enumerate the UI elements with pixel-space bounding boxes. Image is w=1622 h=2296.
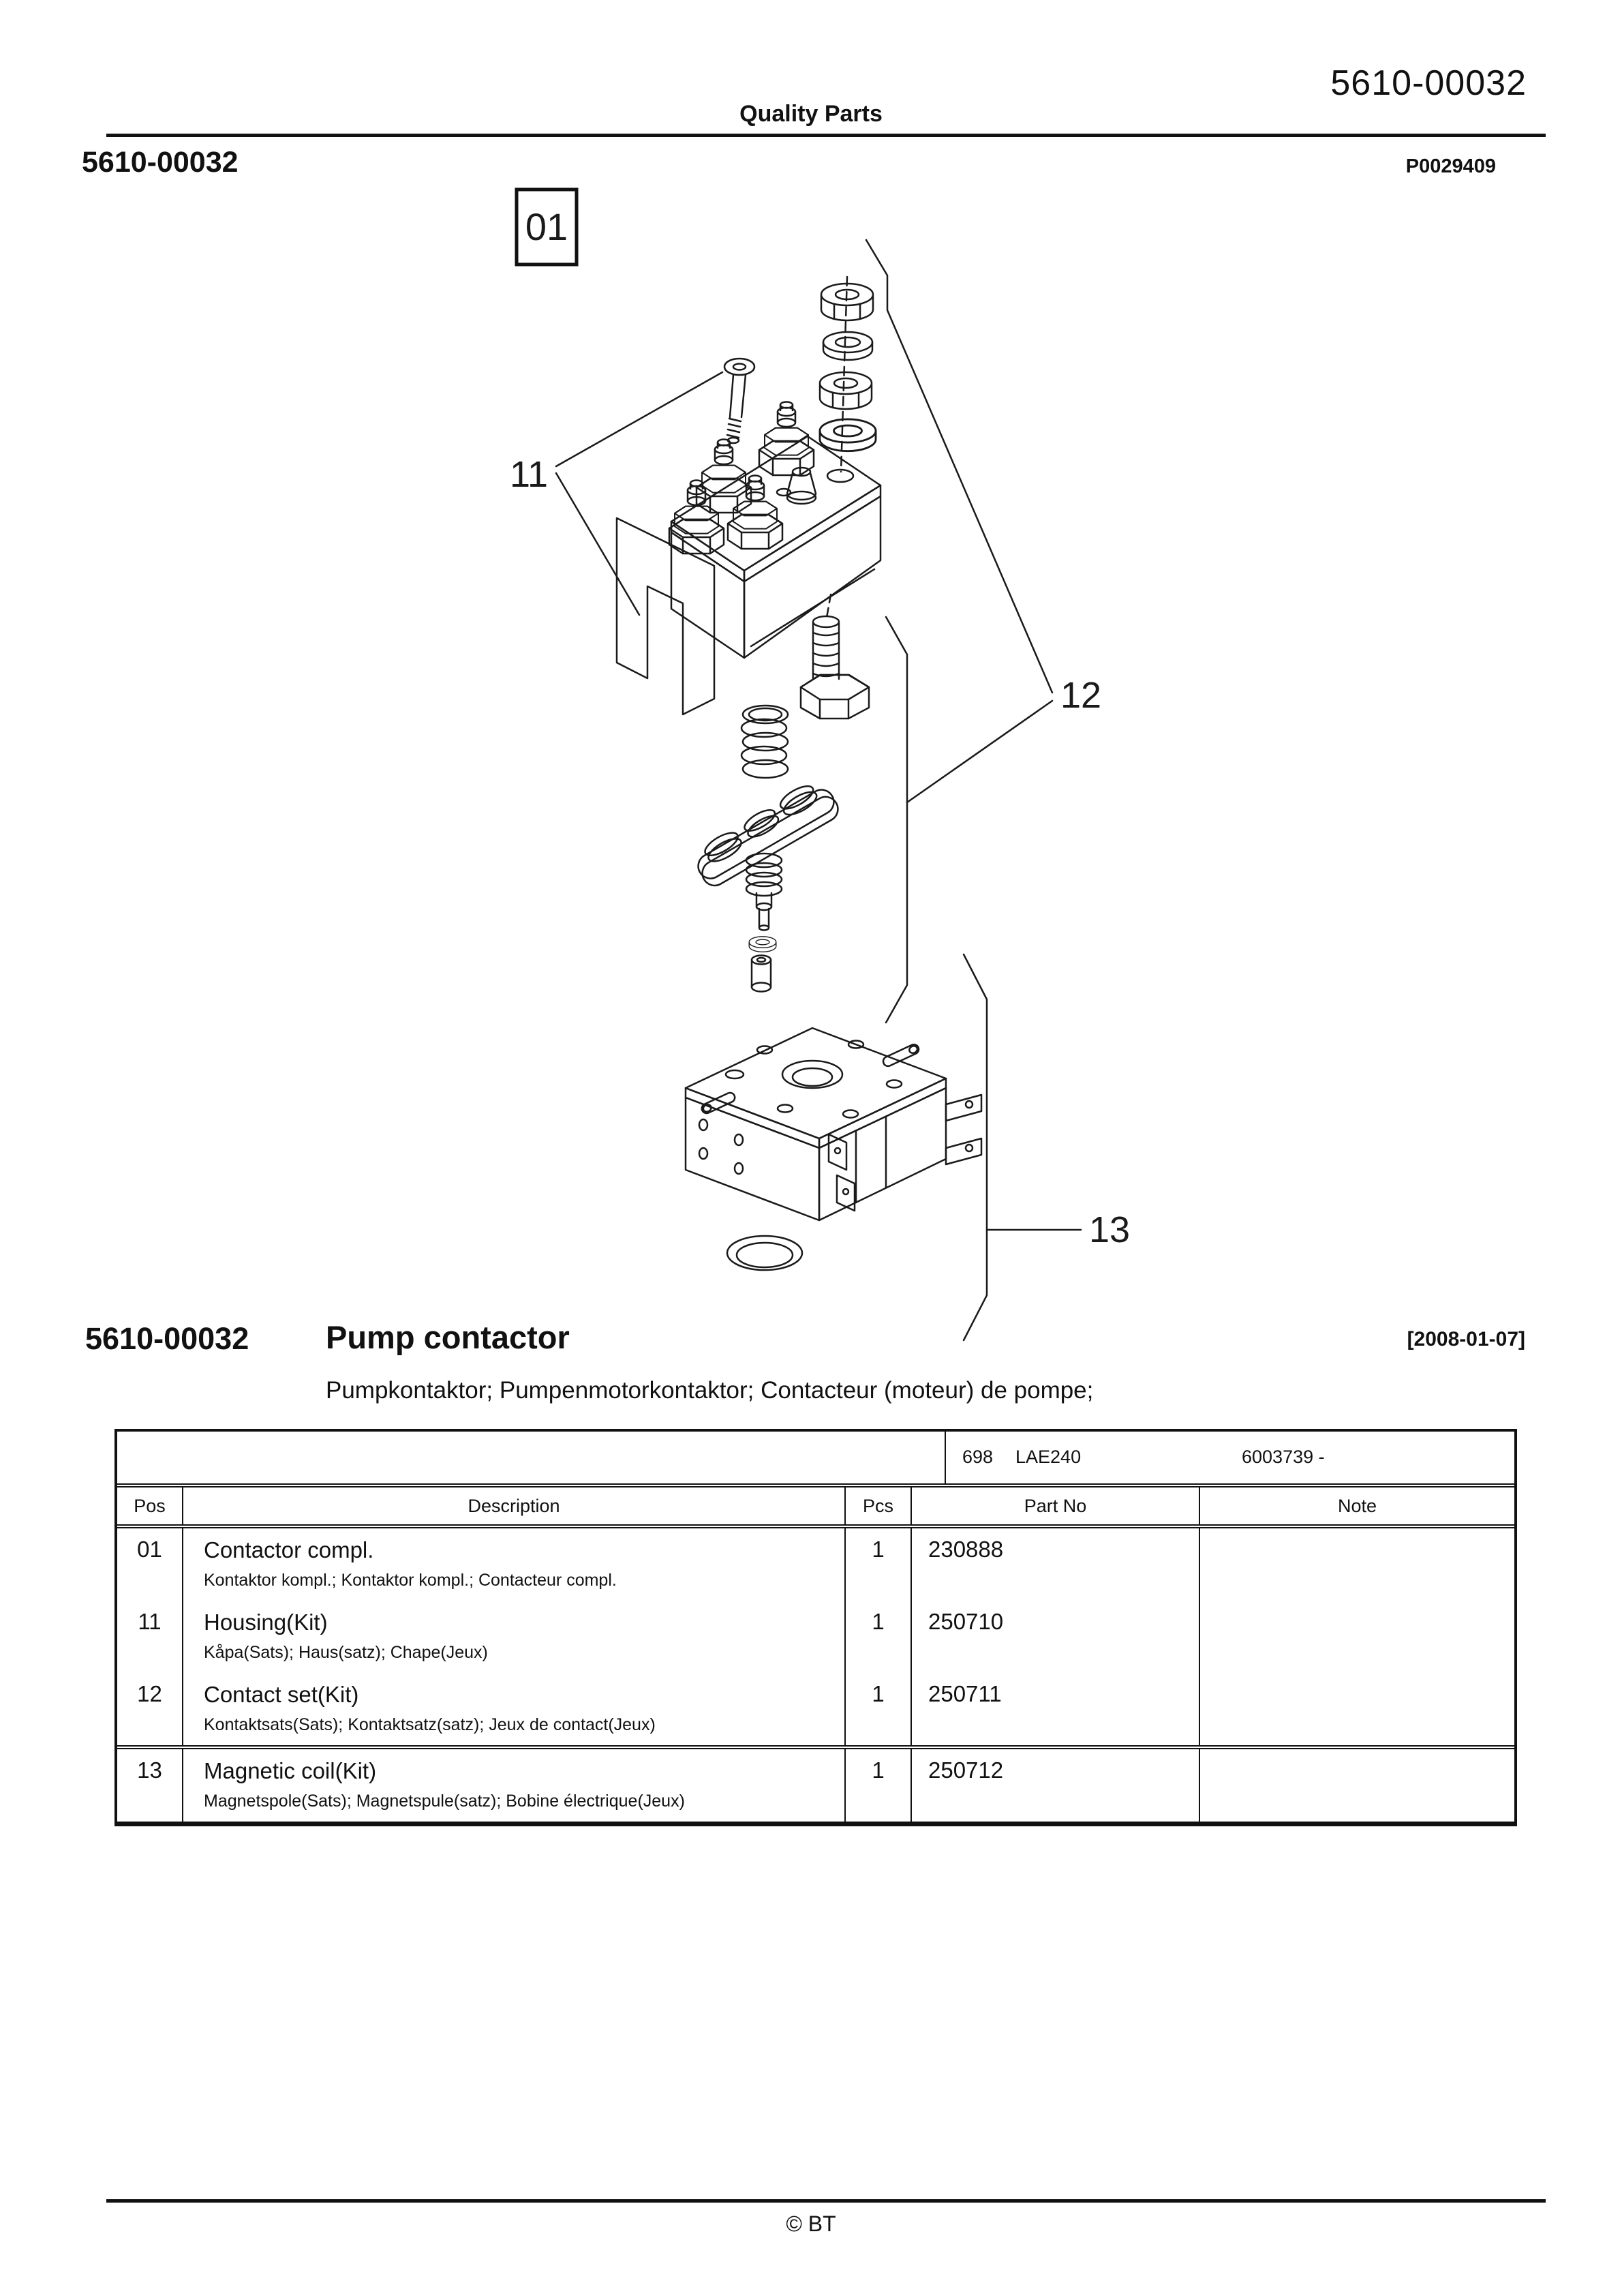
header-rule [106,134,1546,137]
page-title: Pump contactor [326,1319,570,1355]
table-row [117,1673,1514,1745]
slot-pin [882,1043,921,1068]
table-row [117,1528,1514,1601]
header-title: Quality Parts [739,101,883,127]
table-row [117,1745,1514,1822]
col-header-part-no: Part No [912,1487,1200,1524]
bolt [801,616,869,719]
title-doc-number: 5610-00032 [85,1321,249,1356]
serial-range: 6003739 - [1242,1447,1325,1467]
description-main: Housing(Kit) [204,1610,328,1635]
description-translations: Kontaktor kompl.; Kontaktor kompl.; Contacteur compl. [204,1571,617,1590]
description-translations: Kontaktsats(Sats); Kontaktsatz(satz); Jeux de contact(Jeux) [204,1715,656,1734]
row-pcs: 1 [846,1673,912,1745]
row-note [1200,1528,1514,1601]
row-pos: 01 [117,1528,183,1601]
col-header-pcs: Pcs [846,1487,912,1524]
subheader-print-code: P0029409 [1405,155,1496,177]
description-main: Contact set(Kit) [204,1682,359,1707]
title-date: [2008-01-07] [1407,1328,1525,1350]
row-note [1200,1749,1514,1822]
row-description [183,1749,846,1822]
row-part-no: 250712 [912,1749,1200,1822]
callout-13-label: 13 [1089,1209,1131,1250]
description-translations: Kåpa(Sats); Haus(satz); Chape(Jeux) [204,1643,488,1662]
row-pcs: 1 [846,1601,912,1673]
spade-terminal [946,1095,981,1164]
o-ring [727,1236,802,1270]
row-description [183,1528,846,1601]
row-note [1200,1673,1514,1745]
contact-set [688,594,869,992]
callout-01-label: 01 [525,205,568,248]
hex-nut-lower [820,372,872,409]
row-part-no: 230888 [912,1528,1200,1601]
row-pos: 12 [117,1673,183,1745]
callout-12-label: 12 [1060,675,1102,716]
col-header-description: Description [183,1487,846,1524]
plunger-stem [746,854,782,931]
model-band [117,1432,1514,1487]
footer-copyright: © BT [786,2211,836,2236]
table-header [117,1487,1514,1528]
col-header-pos: Pos [117,1487,183,1524]
title-subtitle: Pumpkontaktor; Pumpenmotorkontaktor; Contacteur (moteur) de pompe; [326,1377,1094,1404]
model-band-divider [945,1432,946,1483]
row-part-no: 250710 [912,1601,1200,1673]
washer-top [823,332,872,360]
model-name: LAE240 [1015,1447,1082,1467]
col-header-note: Note [1337,1495,1377,1516]
exploded-view-diagram [0,177,1622,1377]
description-main: Contactor compl. [204,1537,374,1562]
row-pos: 11 [117,1601,183,1673]
housing-assembly [617,359,881,714]
terminal-fastener-stack [820,277,876,472]
table-row [117,1601,1514,1673]
row-description [183,1601,846,1673]
small-washer [749,937,776,952]
plunger-cap [787,468,816,504]
parts-table [114,1429,1517,1826]
row-pcs: 1 [846,1749,912,1822]
row-pos: 13 [117,1749,183,1822]
magnetic-coil [686,1028,981,1270]
callout-01 [517,190,577,265]
row-pcs: 1 [846,1528,912,1601]
footer-rule [106,2199,1546,2203]
row-description [183,1673,846,1745]
description-translations: Magnetspole(Sats); Magnetspule(satz); Bobine électrique(Jeux) [204,1792,685,1811]
model-code: 698 [962,1447,994,1467]
subheader-doc-number: 5610-00032 [82,146,239,179]
countersunk-screw [724,359,754,443]
callout-11-label: 11 [510,454,549,495]
header-doc-number: 5610-00032 [1330,63,1527,103]
washer-lower [820,419,876,451]
row-note [1200,1601,1514,1673]
hex-nut-top [821,284,873,320]
spacer-sleeve [752,956,771,992]
description-main: Magnetic coil(Kit) [204,1758,377,1783]
coil-clip [829,1134,855,1211]
spring [741,706,788,778]
row-part-no: 250711 [912,1673,1200,1745]
